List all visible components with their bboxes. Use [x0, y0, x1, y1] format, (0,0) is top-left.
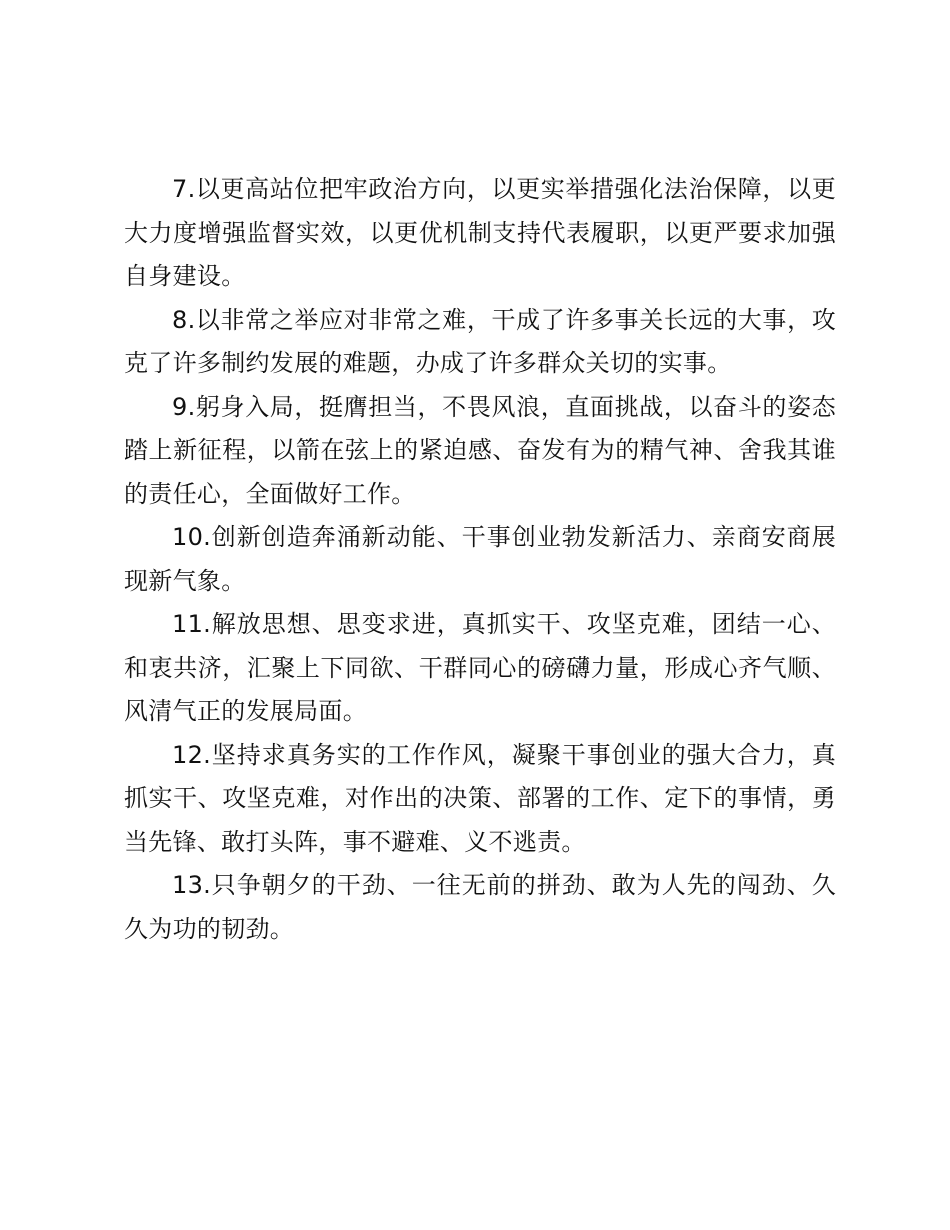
document-body — [124, 168, 836, 951]
paragraph-10: 10.创新创造奔涌新动能、干事创业勃发新活力、亲商安商展现新气象。 — [124, 523, 836, 595]
paragraph-8: 8.以非常之举应对非常之难，干成了许多事关长远的大事，攻克了许多制约发展的难题，办成了许多群众关切的实事。 — [124, 305, 836, 377]
paragraph-7: 7.以更高站位把牢政治方向，以更实举措强化法治保障，以更大力度增强监督实效，以更优机制支持代表履职，以更严要求加强自身建设。 — [124, 175, 836, 290]
paragraph-13: 13.只争朝夕的干劲、一往无前的拼劲、敢为人先的闯劲、久久为功的韧劲。 — [124, 871, 836, 943]
paragraph-12: 12.坚持求真务实的工作作风，凝聚干事创业的强大合力，真抓实干、攻坚克难，对作出的决策、部署的工作、定下的事情，勇当先锋、敢打头阵，事不避难、义不逃责。 — [124, 740, 836, 856]
paragraph-9: 9.躬身入局，挺膺担当，不畏风浪，直面挑战，以奋斗的姿态踏上新征程，以箭在弦上的紧迫感、奋发有为的精气神、舍我其谁的责任心，全面做好工作。 — [124, 392, 836, 508]
paragraph-11: 11.解放思想、思变求进，真抓实干、攻坚克难，团结一心、和衷共济，汇聚上下同欲、干群同心的磅礴力量，形成心齐气顺、风清气正的发展局面。 — [124, 610, 836, 725]
